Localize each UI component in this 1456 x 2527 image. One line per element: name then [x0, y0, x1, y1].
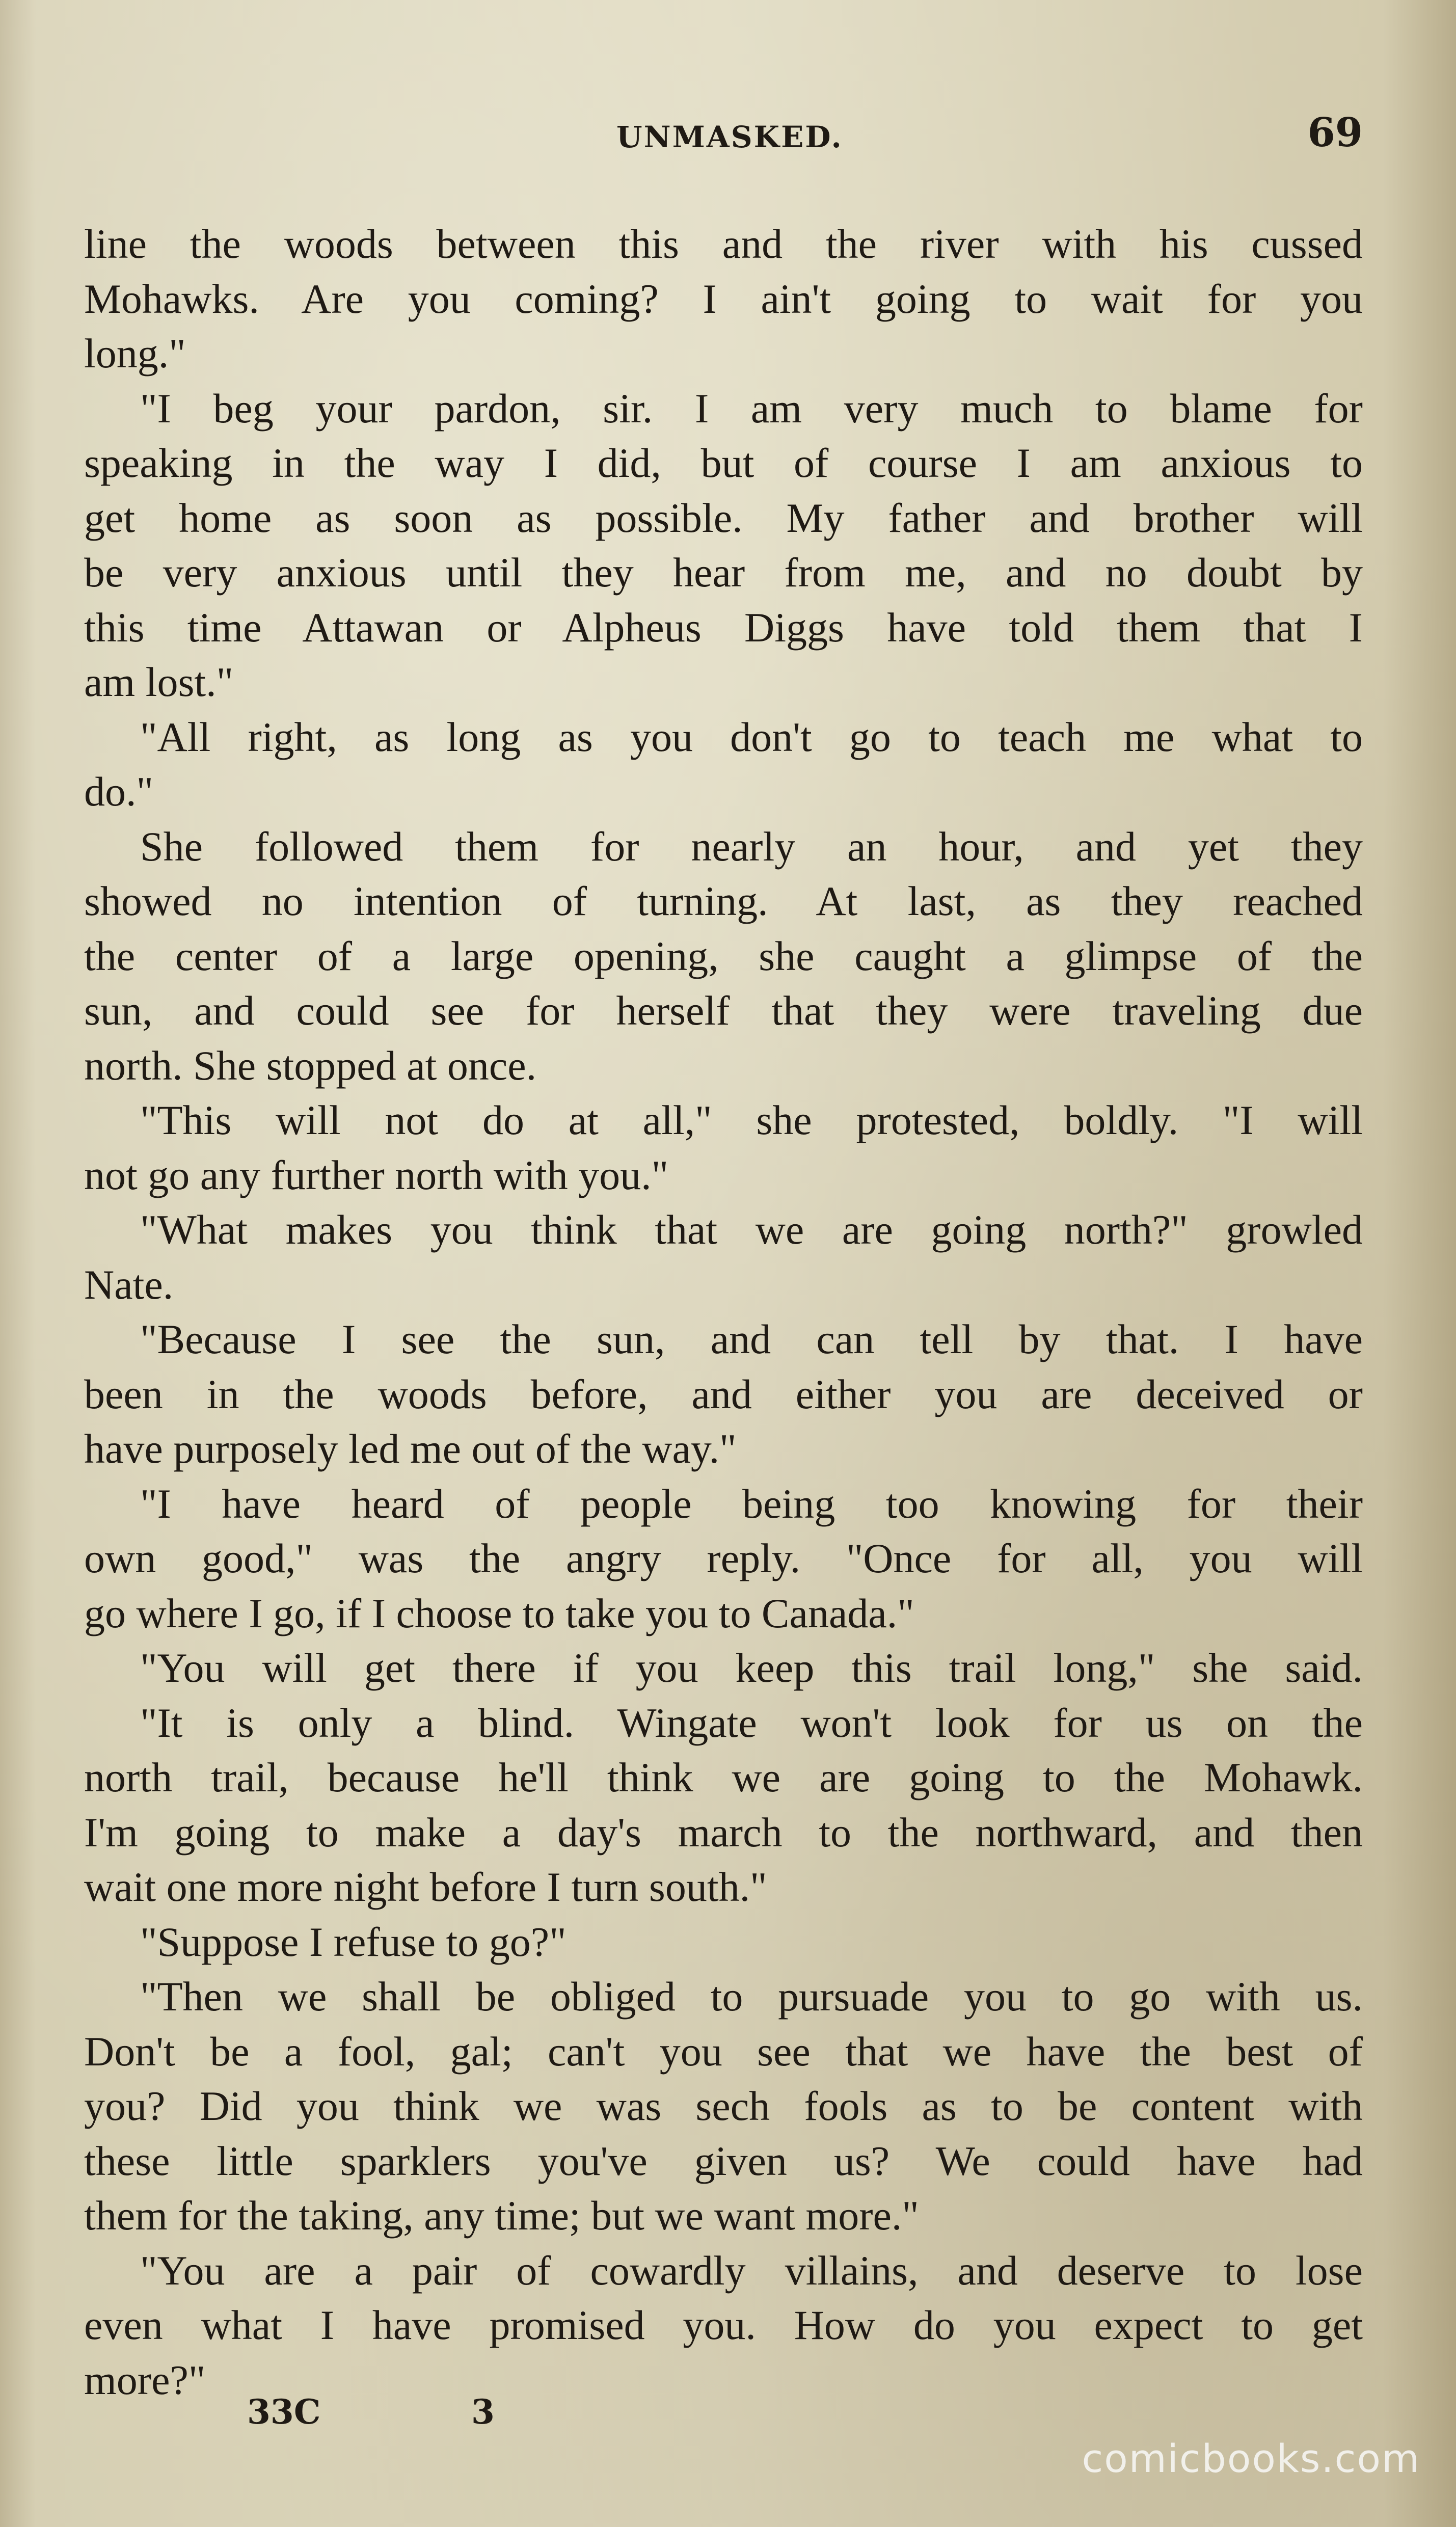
text-line: more?": [84, 2356, 206, 2403]
text-line: Mohawks. Are you coming? I ain't going to wait for you: [84, 275, 1363, 322]
signature-mark: [247, 2392, 604, 2438]
text-line: speaking in the way I did, but of course I am anxious to: [84, 440, 1363, 486]
text-line: get home as soon as possible. My father and brother will: [84, 494, 1363, 541]
text-line: own good," was the angry reply. "Once for all, you will: [84, 1535, 1363, 1581]
text-line: "All right, as long as you don't go to teach me what to: [140, 713, 1363, 760]
text-line: even what I have promised you. How do you expect to get: [84, 2302, 1363, 2348]
text-line: She followed them for nearly an hour, and yet they: [140, 823, 1363, 870]
body-text: [84, 217, 1363, 2407]
text-line: I'm going to make a day's march to the northward, and then: [84, 1809, 1363, 1856]
text-line: "This will not do at all," she protested, boldly. "I will: [140, 1097, 1363, 1143]
text-line: them for the taking, any time; but we want more.": [84, 2192, 919, 2239]
text-line: not go any further north with you.": [84, 1151, 669, 1198]
text-line: Don't be a fool, gal; can't you see that we have the best of: [84, 2028, 1363, 2075]
text-line: north trail, because he'll think we are going to the Mohawk.: [84, 1754, 1363, 1800]
running-head: [84, 110, 1363, 166]
text-line: "You are a pair of cowardly villains, and deserve to lose: [140, 2247, 1363, 2294]
text-line: wait one more night before I turn south.": [84, 1864, 767, 1910]
signature-number: 3: [471, 2392, 495, 2432]
text-line: "It is only a blind. Wingate won't look for us on the: [140, 1699, 1363, 1746]
text-line: sun, and could see for herself that they were traveling due: [84, 987, 1363, 1034]
text-line: have purposely led me out of the way.": [84, 1426, 737, 1472]
text-line: am lost.": [84, 659, 234, 705]
text-line: this time Attawan or Alpheus Diggs have told them that I: [84, 604, 1363, 651]
text-line: "Because I see the sun, and can tell by that. I have: [140, 1316, 1363, 1362]
text-line: you? Did you think we was sech fools as to be content with: [84, 2083, 1363, 2129]
text-line: showed no intention of turning. At last, as they reached: [84, 878, 1363, 924]
text-line: "What makes you think that we are going north?" growled: [140, 1206, 1363, 1253]
text-line: "I have heard of people being too knowing for their: [140, 1480, 1363, 1527]
text-line: north. She stopped at once.: [84, 1042, 537, 1089]
text-line: Nate.: [84, 1261, 174, 1308]
text-line: been in the woods before, and either you are deceived or: [84, 1370, 1363, 1417]
page-number: 69: [1307, 110, 1363, 156]
text-line: "Suppose I refuse to go?": [140, 1918, 567, 1965]
signature-code: 33C: [247, 2392, 321, 2432]
text-line: "I beg your pardon, sir. I am very much to blame for: [140, 385, 1363, 432]
text-line: go where I go, if I choose to take you to Canada.": [84, 1590, 914, 1636]
watermark: comicbooks.com: [1082, 2436, 1420, 2481]
running-title: UNMASKED.: [616, 120, 843, 154]
text-line: be very anxious until they hear from me, and no doubt by: [84, 549, 1363, 596]
text-line: "You will get there if you keep this trail long," she said.: [140, 1645, 1363, 1691]
text-line: do.": [84, 768, 153, 815]
text-line: these little sparklers you've given us? We could have had: [84, 2137, 1363, 2184]
text-line: the center of a large opening, she caught a glimpse of the: [84, 932, 1363, 979]
text-line: "Then we shall be obliged to pursuade you to go with us.: [140, 1973, 1363, 2020]
text-line: long.": [84, 330, 186, 377]
text-line: line the woods between this and the river with his cussed: [84, 221, 1363, 267]
